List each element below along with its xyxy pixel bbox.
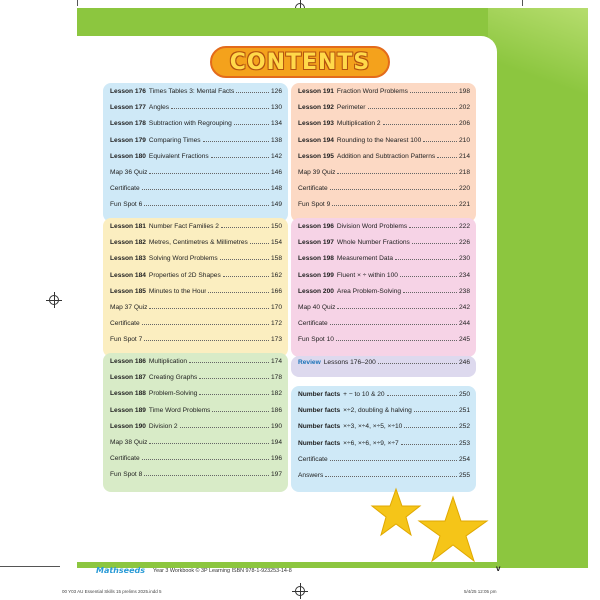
contents-entry[interactable] — [298, 104, 470, 120]
dot-leader — [203, 137, 269, 142]
star-icon — [370, 487, 422, 537]
entry-label: Lesson 177 — [110, 104, 146, 112]
contents-entry[interactable] — [298, 223, 470, 239]
entry-title: Certificate — [298, 185, 328, 193]
entry-title: Properties of 2D Shapes — [148, 271, 221, 279]
contents-box-review — [291, 356, 476, 377]
page-number: v — [496, 564, 501, 573]
print-slug-right: 5/4/25 12:05 pm — [464, 589, 497, 594]
entry-title: Solving Word Problems — [148, 255, 218, 263]
contents-entry[interactable] — [110, 455, 282, 471]
dot-leader — [330, 185, 457, 190]
entry-page-number: 158 — [270, 255, 282, 263]
entry-label: Lesson 176 — [110, 88, 146, 95]
entry-title: Time Word Problems — [148, 406, 211, 414]
contents-entry[interactable] — [110, 423, 282, 439]
review-title: Lessons 176–200 — [323, 359, 376, 366]
entry-label: Lesson 187 — [110, 374, 146, 382]
entry-page-number: 222 — [458, 223, 470, 230]
contents-entry[interactable] — [298, 169, 470, 185]
entry-title: Division 2 — [148, 422, 178, 430]
entry-page-number: 220 — [458, 185, 470, 193]
dot-leader — [423, 137, 457, 142]
review-row[interactable] — [298, 359, 470, 375]
dot-leader — [395, 255, 457, 260]
entry-title: Certificate — [298, 320, 328, 328]
contents-box-lessons-186-190 — [103, 353, 288, 492]
dot-leader — [221, 223, 269, 228]
contents-entry[interactable] — [298, 320, 470, 336]
dot-leader — [142, 455, 269, 460]
contents-entry[interactable] — [298, 88, 470, 104]
entry-label: Lesson 199 — [298, 271, 334, 279]
entry-page-number: 126 — [270, 88, 282, 95]
entry-page-number: 197 — [270, 471, 282, 479]
dot-leader — [144, 471, 269, 476]
dot-leader — [403, 288, 457, 293]
dot-leader — [337, 304, 457, 309]
entry-title: Certificate — [110, 455, 140, 463]
dot-leader — [144, 201, 269, 206]
crop-line — [0, 566, 60, 567]
entry-label: Lesson 184 — [110, 271, 146, 279]
dot-leader — [144, 336, 269, 341]
contents-entry[interactable] — [298, 423, 470, 439]
entry-title: Fluent × ÷ within 100 — [336, 271, 398, 279]
entry-label: Lesson 182 — [110, 239, 146, 247]
entry-page-number: 221 — [458, 201, 470, 209]
entry-title: Rounding to the Nearest 100 — [336, 136, 422, 144]
footer-text: Year 3 Workbook © 3P Learning ISBN 978-1-923253-14-8 — [152, 567, 292, 574]
dot-leader — [410, 88, 457, 93]
entry-page-number: 198 — [458, 88, 470, 95]
contents-entry[interactable] — [110, 374, 282, 390]
contents-entry[interactable] — [110, 137, 282, 153]
dot-leader — [220, 255, 269, 260]
entry-label: Lesson 198 — [298, 255, 334, 263]
entry-page-number: 255 — [458, 471, 470, 479]
entry-title: Subtraction with Regrouping — [148, 120, 232, 128]
entry-label: Lesson 196 — [298, 223, 334, 230]
contents-entry[interactable] — [110, 358, 282, 374]
entry-page-number: 206 — [458, 120, 470, 128]
contents-entry[interactable] — [110, 255, 282, 271]
dot-leader — [208, 288, 269, 293]
entry-title: Fun Spot 6 — [110, 201, 143, 209]
dot-leader — [387, 391, 457, 396]
dot-leader — [149, 169, 269, 174]
entry-label: Lesson 195 — [298, 152, 334, 160]
registration-mark-bottom — [295, 586, 305, 596]
entry-title: Equivalent Fractions — [148, 152, 209, 160]
contents-entry[interactable] — [298, 456, 470, 472]
entry-page-number: 250 — [458, 391, 470, 398]
entry-title: Area Problem-Solving — [336, 287, 402, 295]
entry-label: Lesson 185 — [110, 287, 146, 295]
entry-label: Lesson 197 — [298, 239, 334, 247]
contents-entry[interactable] — [110, 153, 282, 169]
entry-title: Angles — [148, 104, 170, 112]
contents-title-badge — [210, 46, 390, 78]
entry-title: Map 40 Quiz — [298, 303, 336, 311]
entry-page-number: 214 — [458, 152, 470, 160]
entry-title: Whole Number Fractions — [336, 239, 410, 247]
entry-page-number: 178 — [270, 374, 282, 382]
entry-page-number: 186 — [270, 406, 282, 414]
review-page: 246 — [458, 359, 470, 366]
contents-entry[interactable] — [298, 120, 470, 136]
entry-page-number: 244 — [458, 320, 470, 328]
dot-leader — [401, 440, 457, 445]
entry-page-number: 138 — [270, 136, 282, 144]
entry-title: Map 37 Quiz — [110, 303, 148, 311]
entry-label: Lesson 190 — [110, 422, 146, 430]
contents-entry[interactable] — [298, 153, 470, 169]
dot-leader — [336, 336, 457, 341]
contents-entry[interactable] — [110, 88, 282, 104]
entry-page-number: 174 — [270, 358, 282, 365]
entry-label: Lesson 192 — [298, 104, 334, 112]
page-title: CONTENTS — [229, 49, 371, 75]
entry-label: Number facts — [298, 439, 341, 447]
entry-page-number: 226 — [458, 239, 470, 247]
entry-label: Lesson 188 — [110, 390, 146, 398]
entry-page-number: 234 — [458, 271, 470, 279]
mathseeds-logo: Mathseeds — [96, 566, 145, 575]
entry-title: + − to 10 & 20 — [343, 391, 385, 398]
dot-leader — [330, 456, 457, 461]
contents-entry[interactable] — [110, 439, 282, 455]
contents-entry[interactable] — [110, 407, 282, 423]
contents-entry[interactable] — [110, 336, 282, 352]
entry-page-number: 230 — [458, 255, 470, 263]
entry-page-number: 252 — [458, 423, 470, 431]
contents-box-lessons-196-200 — [291, 218, 476, 357]
entry-label: Lesson 183 — [110, 255, 146, 263]
entry-title: Perimeter — [336, 104, 366, 112]
contents-entry[interactable] — [110, 272, 282, 288]
entry-title: Addition and Subtraction Patterns — [336, 152, 436, 160]
contents-entry[interactable] — [298, 255, 470, 271]
entry-page-number: 245 — [458, 336, 470, 344]
entry-page-number: 194 — [270, 438, 282, 446]
dot-leader — [212, 407, 269, 412]
entry-title: Certificate — [110, 185, 140, 193]
entry-page-number: 202 — [458, 104, 470, 112]
entry-title: Answers — [298, 471, 324, 479]
entry-title: Creating Graphs — [148, 374, 198, 382]
contents-entry[interactable] — [110, 185, 282, 201]
contents-entry[interactable] — [298, 239, 470, 255]
entry-label: Number facts — [298, 407, 341, 415]
dot-leader — [234, 120, 269, 125]
contents-entry[interactable] — [110, 169, 282, 185]
entry-page-number: 149 — [270, 201, 282, 209]
entry-title: Measurement Data — [336, 255, 393, 263]
contents-entry[interactable] — [110, 304, 282, 320]
dot-leader — [325, 472, 457, 477]
entry-page-number: 254 — [458, 455, 470, 463]
page-footer — [96, 566, 292, 575]
dot-leader — [199, 374, 269, 379]
contents-entry[interactable] — [298, 304, 470, 320]
entry-page-number: 170 — [270, 303, 282, 311]
dot-leader — [180, 423, 269, 428]
entry-page-number: 162 — [270, 271, 282, 279]
entry-title: Comparing Times — [148, 136, 201, 144]
registration-mark-left — [49, 295, 59, 305]
entry-page-number: 134 — [270, 120, 282, 128]
contents-entry[interactable] — [110, 471, 282, 487]
entry-label: Lesson 179 — [110, 136, 146, 144]
entry-title: Map 36 Quiz — [110, 168, 148, 176]
dot-leader — [383, 120, 457, 125]
entry-label: Lesson 193 — [298, 120, 334, 128]
entry-page-number: 238 — [458, 287, 470, 295]
contents-entry[interactable] — [298, 288, 470, 304]
crop-line — [77, 0, 78, 6]
entry-title: Map 39 Quiz — [298, 168, 336, 176]
contents-box-lessons-191-195 — [291, 83, 476, 222]
entry-title: Fun Spot 8 — [110, 471, 143, 479]
entry-label: Number facts — [298, 391, 341, 398]
entry-title: Fun Spot 10 — [298, 336, 334, 344]
entry-page-number: 182 — [270, 390, 282, 398]
entry-title: Multiplication 2 — [336, 120, 381, 128]
dot-leader — [368, 104, 457, 109]
dot-leader — [412, 239, 457, 244]
entry-title: ×÷3, ×÷4, ×÷5, ×÷10 — [343, 423, 403, 431]
entry-page-number: 130 — [270, 104, 282, 112]
contents-entry[interactable] — [298, 137, 470, 153]
entry-page-number: 166 — [270, 287, 282, 295]
contents-entry[interactable] — [110, 288, 282, 304]
dot-leader — [337, 169, 457, 174]
dot-leader — [332, 201, 457, 206]
entry-label: Lesson 186 — [110, 358, 146, 365]
entry-title: ×÷2, doubling & halving — [343, 407, 412, 415]
dot-leader — [414, 407, 457, 412]
dot-leader — [211, 153, 269, 158]
entry-page-number: 146 — [270, 168, 282, 176]
contents-entry[interactable] — [110, 223, 282, 239]
dot-leader — [199, 390, 269, 395]
entry-page-number: 196 — [270, 455, 282, 463]
entry-label: Lesson 181 — [110, 223, 146, 230]
entry-page-number: 242 — [458, 303, 470, 311]
entry-label: Lesson 194 — [298, 136, 334, 144]
contents-entry[interactable] — [110, 201, 282, 217]
dot-leader — [409, 223, 457, 228]
contents-entry[interactable] — [110, 390, 282, 406]
entry-title: Map 38 Quiz — [110, 438, 148, 446]
contents-entry[interactable] — [110, 320, 282, 336]
entry-page-number: 173 — [270, 336, 282, 344]
entry-title: Metres, Centimetres & Millimetres — [148, 239, 248, 247]
dot-leader — [223, 272, 269, 277]
entry-page-number: 142 — [270, 152, 282, 160]
entry-label: Lesson 200 — [298, 287, 334, 295]
contents-entry[interactable] — [110, 120, 282, 136]
entry-page-number: 210 — [458, 136, 470, 144]
entry-page-number: 154 — [270, 239, 282, 247]
dot-leader — [142, 320, 269, 325]
entry-page-number: 148 — [270, 185, 282, 193]
contents-entry[interactable] — [298, 472, 470, 488]
dot-leader — [330, 320, 457, 325]
star-icon — [417, 495, 489, 563]
entry-title: Certificate — [298, 455, 328, 463]
contents-box-lessons-176-180 — [103, 83, 288, 222]
contents-box-lessons-181-185 — [103, 218, 288, 357]
dot-leader — [250, 239, 269, 244]
contents-entry[interactable] — [298, 185, 470, 201]
entry-title: Times Tables 3: Mental Facts — [148, 88, 235, 95]
dot-leader — [189, 358, 269, 363]
dot-leader — [437, 153, 457, 158]
crop-line — [522, 0, 523, 6]
contents-box-number-facts — [291, 386, 476, 492]
entry-title: Fun Spot 7 — [110, 336, 143, 344]
entry-page-number: 150 — [270, 223, 282, 230]
entry-page-number: 251 — [458, 407, 470, 415]
dot-leader — [149, 439, 269, 444]
contents-entry[interactable] — [298, 407, 470, 423]
entry-title: Multiplication — [148, 358, 188, 365]
contents-entry[interactable] — [298, 201, 470, 217]
dot-leader — [404, 423, 457, 428]
dot-leader — [171, 104, 269, 109]
entry-title: Minutes to the Hour — [148, 287, 207, 295]
entry-title: ×÷6, ×÷6, ×÷9, ×÷7 — [343, 439, 399, 447]
entry-page-number: 172 — [270, 320, 282, 328]
entry-page-number: 253 — [458, 439, 470, 447]
contents-entry[interactable] — [110, 104, 282, 120]
entry-label: Number facts — [298, 423, 341, 431]
print-slug-left: 00 Y03 AU Essential Skills 15 prelims 2025.indd 5 — [62, 589, 162, 594]
entry-title: Fraction Word Problems — [336, 88, 408, 95]
contents-entry[interactable] — [298, 336, 470, 352]
contents-entry[interactable] — [110, 239, 282, 255]
dot-leader — [142, 185, 269, 190]
entry-label: Lesson 189 — [110, 406, 146, 414]
entry-page-number: 190 — [270, 422, 282, 430]
entry-title: Division Word Problems — [336, 223, 408, 230]
entry-label: Lesson 180 — [110, 152, 146, 160]
dot-leader — [400, 272, 457, 277]
contents-entry[interactable] — [298, 272, 470, 288]
entry-page-number: 218 — [458, 168, 470, 176]
entry-label: Lesson 191 — [298, 88, 334, 95]
dot-leader — [149, 304, 269, 309]
entry-title: Problem-Solving — [148, 390, 198, 398]
entry-title: Certificate — [110, 320, 140, 328]
contents-entry[interactable] — [298, 391, 470, 407]
entry-title: Number Fact Families 2 — [148, 223, 219, 230]
entry-label: Lesson 178 — [110, 120, 146, 128]
review-label: Review — [298, 359, 321, 366]
contents-entry[interactable] — [298, 440, 470, 456]
dot-leader — [236, 88, 269, 93]
entry-title: Fun Spot 9 — [298, 201, 331, 209]
